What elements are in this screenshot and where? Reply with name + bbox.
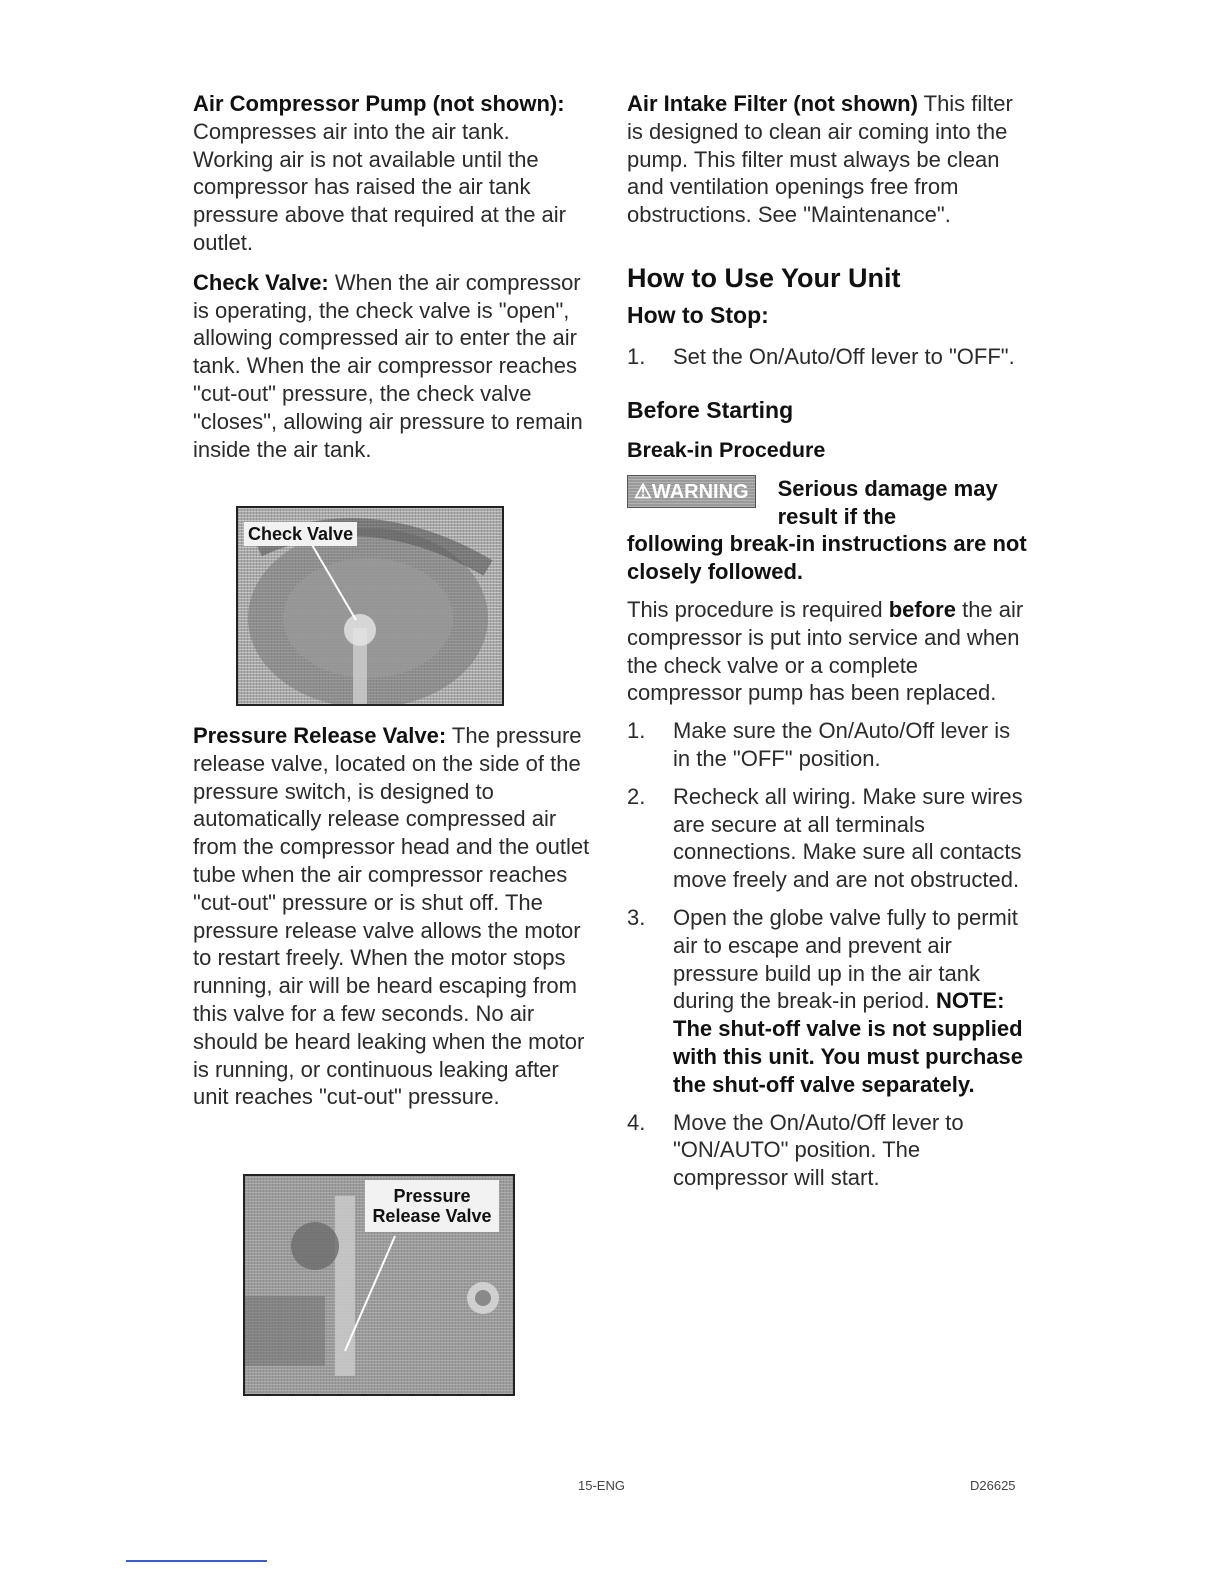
breakin-title: Break-in Procedure	[627, 437, 826, 462]
breakin-step-number: 2.	[627, 783, 646, 809]
stop-step-text: Set the On/Auto/Off lever to "OFF".	[673, 343, 1015, 369]
check-valve-photo	[236, 506, 504, 706]
intake-term: Air Intake Filter (not shown)	[627, 91, 918, 116]
before-starting-title: Before Starting	[627, 396, 794, 423]
breakin-step-text: Make sure the On/Auto/Off lever is in the "OFF" position.	[673, 718, 1011, 771]
warning-header	[627, 475, 1027, 531]
pressure-release-text: The pressure release valve, located on the side of the pressure switch, is designed to automatically release compressed air from the compressor head and the outlet tube when the air compressor reaches "cut-out" pressure or is shut off. The pressure release valve allows the motor to restart freely. When the motor stops running, air will be heard escaping from this valve for a few seconds. No air should be heard leaking when the motor is running, or continuous leaking after unit reaches "cut-out" pressure.	[193, 723, 590, 1110]
warning-badge: ⚠WARNING	[627, 475, 756, 508]
check-valve-photo-label: Check Valve	[244, 522, 357, 546]
breakin-step-note: NOTE: The shut-off valve is not supplied with this unit. You must purchase the shut-off valve separately.	[673, 988, 1023, 1097]
pump-paragraph	[193, 90, 593, 257]
warning-line2: following break-in instructions are not closely followed.	[627, 531, 1027, 585]
right-column	[627, 90, 1027, 1202]
pump-term: Air Compressor Pump (not shown):	[193, 91, 565, 116]
breakin-step-text: Recheck all wiring. Make sure wires are secure at all terminals connections. Make sure all contacts move freely and are not obstructed.	[673, 783, 1023, 893]
procedure-bold: before	[888, 596, 956, 622]
breakin-step	[627, 783, 1027, 894]
breakin-step	[627, 1109, 1027, 1192]
pressure-release-paragraph	[193, 722, 593, 1111]
left-column	[193, 90, 593, 475]
check-valve-paragraph	[193, 269, 593, 464]
warning-block	[627, 475, 1027, 586]
check-valve-term: Check Valve:	[193, 269, 329, 295]
pressure-release-photo	[243, 1174, 515, 1396]
footer-doc-code: D26625	[970, 1478, 1016, 1493]
intake-text: This filter is designed to clean air coming into the pump. This filter must always be clean and ventilation openings free from obstructions. See "Maintenance".	[627, 91, 1013, 228]
stop-title: How to Stop:	[627, 301, 769, 328]
stop-step	[627, 343, 1027, 371]
stop-steps	[627, 343, 1027, 371]
intake-paragraph	[627, 90, 1027, 229]
check-valve-text: When the air compressor is operating, the check valve is "open", allowing compressed air to enter the air tank. When the air compressor reaches "cut-out" pressure, the check valve "closes", allowing air pressure to remain inside the air tank.	[193, 269, 583, 462]
unit-title: How to Use Your Unit	[627, 262, 901, 293]
stop-step-number: 1.	[627, 343, 646, 369]
breakin-step-text: Open the globe valve fully to permit air to escape and prevent air pressure build up in the air tank during the break-in period.	[673, 904, 1018, 1014]
pressure-release-section	[193, 722, 593, 1111]
breakin-steps	[627, 717, 1027, 1192]
breakin-step-number: 3.	[627, 904, 646, 930]
breakin-step-text: Move the On/Auto/Off lever to "ON/AUTO" position. The compressor will start.	[673, 1109, 964, 1191]
warning-line1: Serious damage may result if the	[777, 475, 998, 529]
breakin-step	[627, 717, 1027, 773]
intake-section	[627, 90, 1027, 229]
pressure-release-photo-label: Pressure Release Valve	[365, 1180, 499, 1232]
left-column-lower	[193, 722, 593, 1123]
bottom-rule	[126, 1560, 267, 1562]
pressure-release-term: Pressure Release Valve:	[193, 723, 447, 748]
breakin-step-number: 1.	[627, 718, 646, 744]
procedure-paragraph	[627, 596, 1027, 707]
pump-section	[193, 90, 593, 257]
footer-page-number: 15-ENG	[578, 1478, 625, 1493]
breakin-step-number: 4.	[627, 1109, 646, 1135]
procedure-post: the air compressor is put into service and when the check valve or a complete compressor pump has been replaced.	[627, 596, 1024, 706]
check-valve-section	[193, 269, 593, 464]
breakin-step	[627, 904, 1027, 1099]
pump-text: Compresses air into the air tank. Working air is not available until the compressor has raised the air tank pressure above that required at the air outlet.	[193, 118, 567, 255]
procedure-pre: This procedure is required	[627, 596, 883, 622]
